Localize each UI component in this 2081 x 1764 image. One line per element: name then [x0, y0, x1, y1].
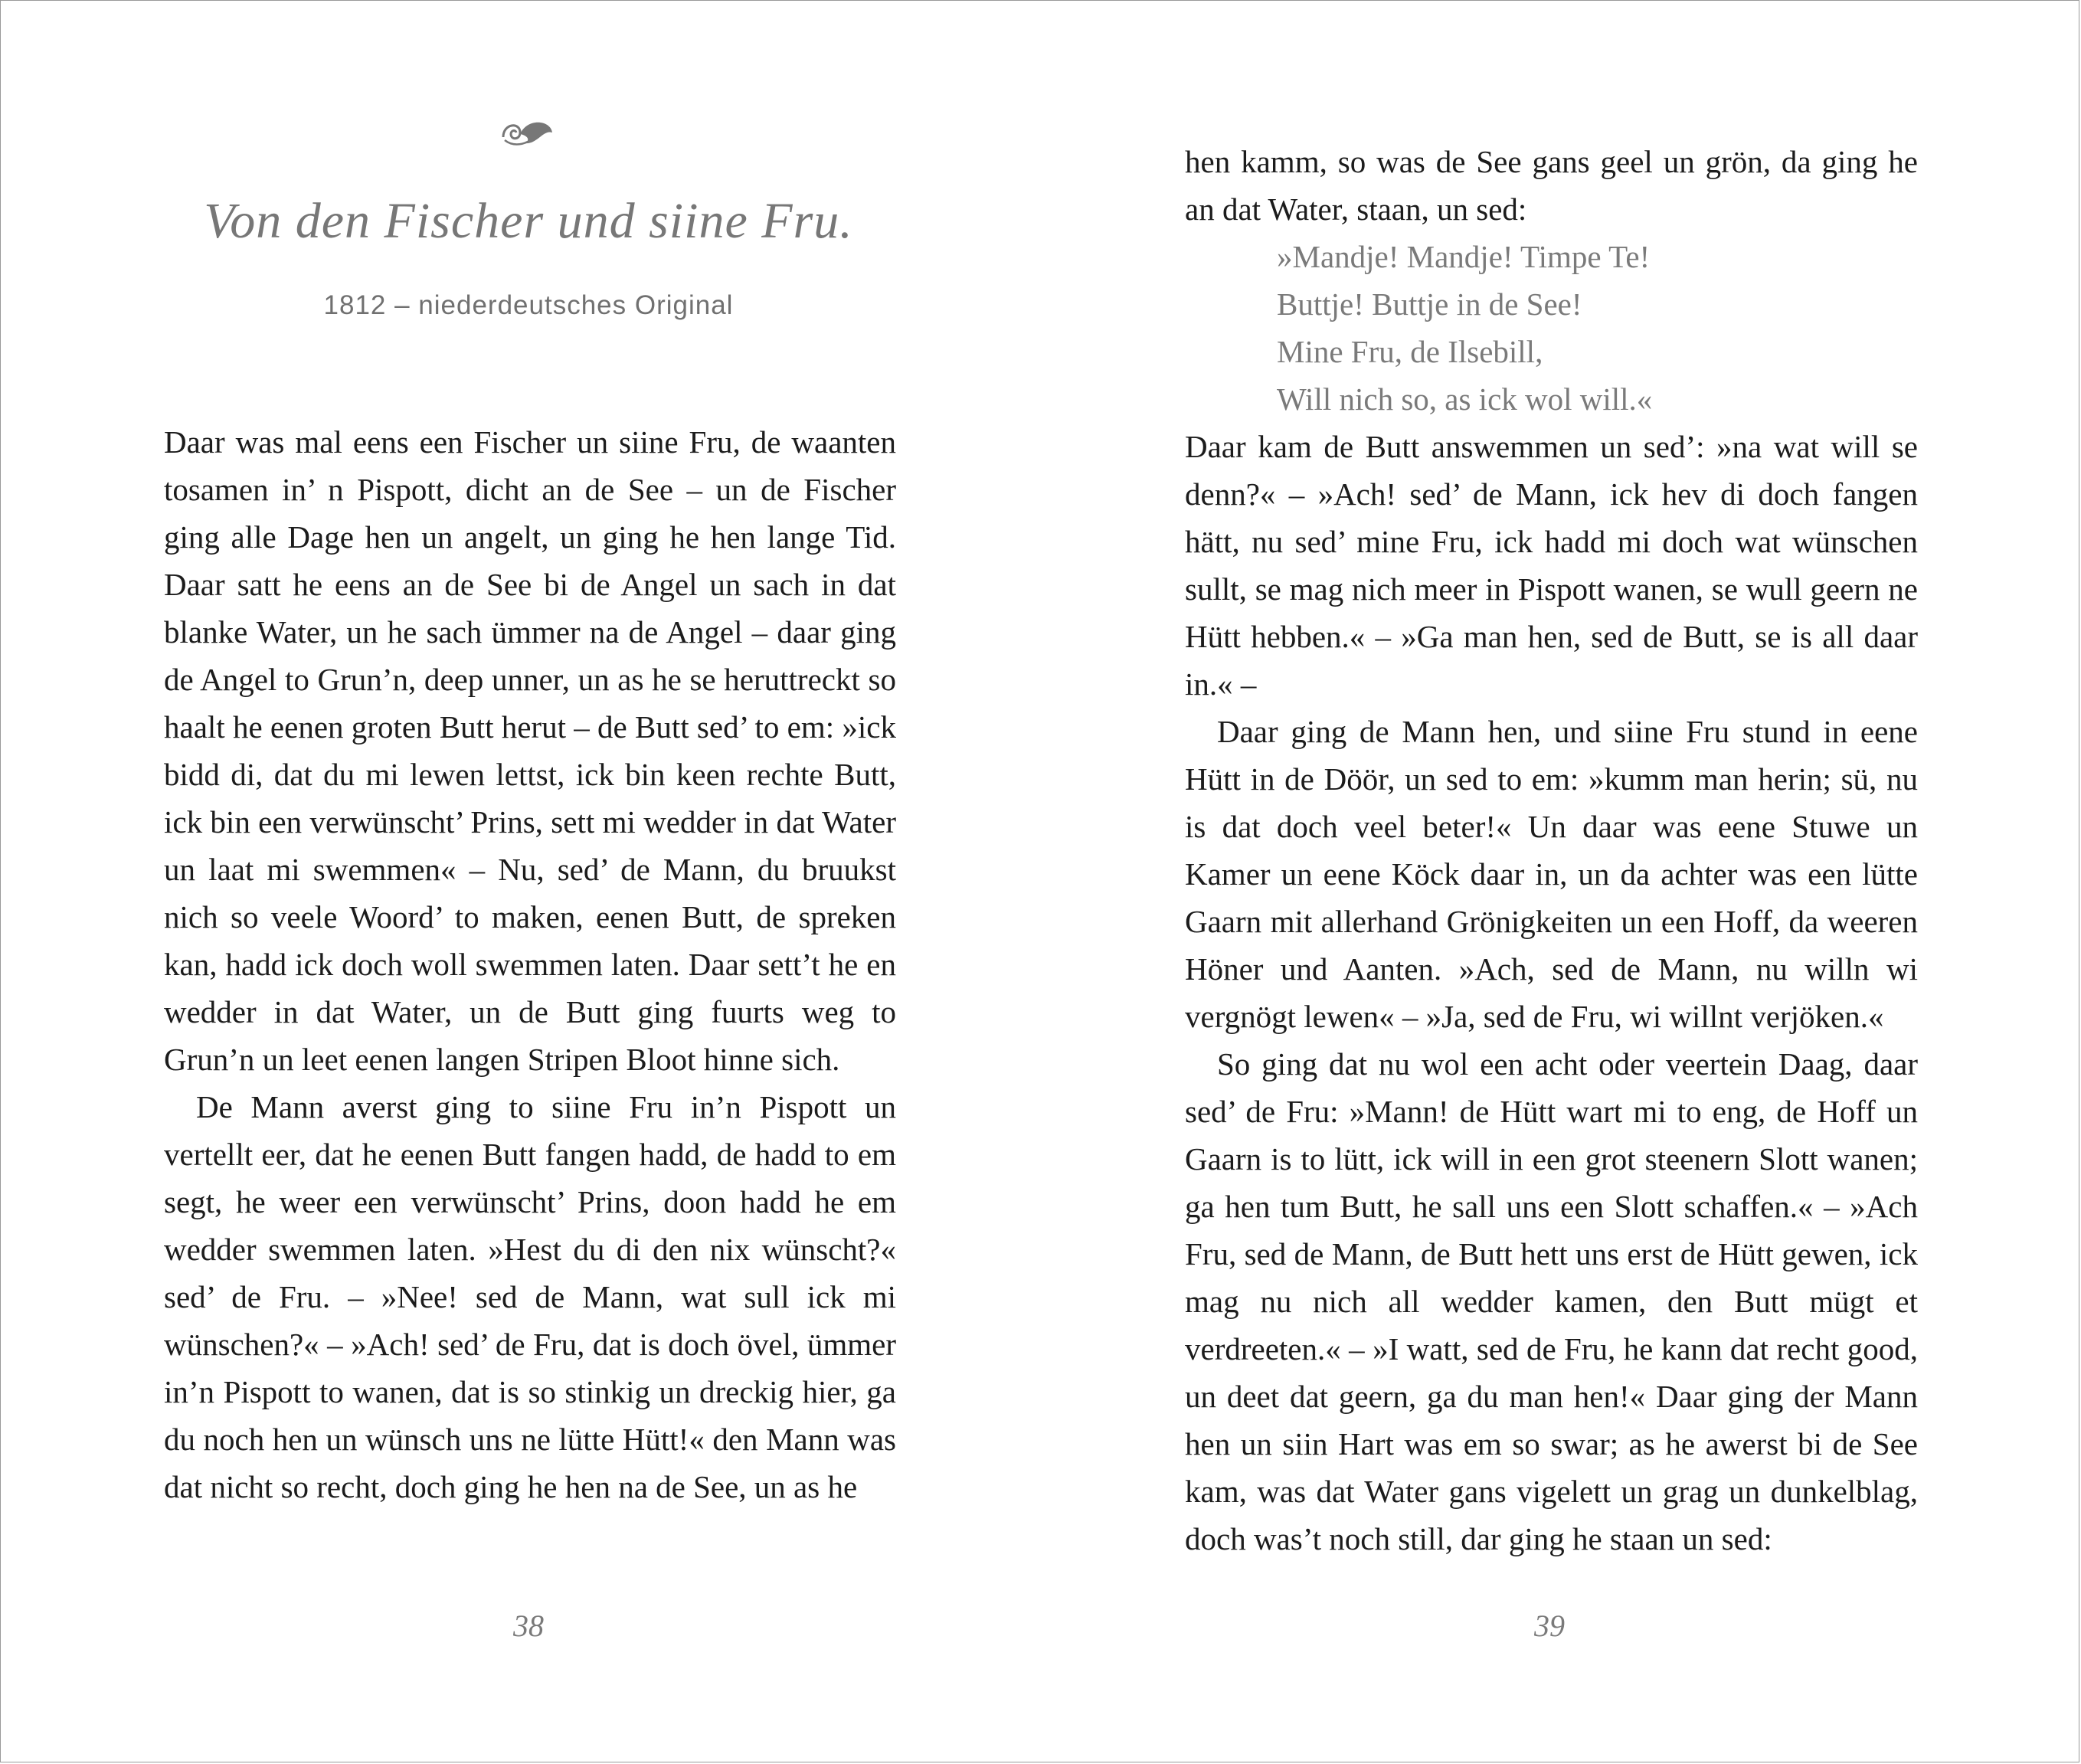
- page-number: 39: [1534, 1609, 1565, 1643]
- verse-line: Mine Fru, de Ilsebill,: [1277, 334, 1543, 369]
- left-page-body: [164, 418, 896, 1510]
- verse-block: [1185, 233, 1918, 423]
- body-paragraph: So ging dat nu wol een acht oder veertein Daag, daar sed’ de Fru: »Mann! de Hütt wart mi to eng, de Hoff un Gaarn is to lütt, ick will in een grot steenern Slott wanen; ga hen tum Butt, he sall uns een Slott schaffen.« – »Ach Fru, sed de Mann, de Butt hett uns erst de Hütt gewen, ick mag nu nich all wedder kamen, den Butt mügt et verdreeten.« – »I watt, sed de Fru, he kann dat recht good, un deet dat geern, ga du man hen!« Daar ging der Mann hen un siin Hart was em so swar; as he awerst bi de See kam, was dat Water gans vigelett un grag un dunkelblag, doch was’t noch still, dar ging he staan un sed:: [1185, 1046, 1918, 1556]
- body-paragraph: Daar kam de Butt answemmen un sed’: »na wat will se denn?« – »Ach! sed’ de Mann, ick hev di doch fangen hätt, nu sed’ mine Fru, ick hadd mi doch wat wünschen sullt, se mag nich meer in Pispott wanen, se wull geern ne Hütt hebben.« – »Ga man hen, sed de Butt, se is all daar in.« –: [1185, 429, 1918, 702]
- right-page: [1041, 1, 2080, 1762]
- body-paragraph: De Mann averst ging to siine Fru in’n Pispott un vertellt eer, dat he eenen Butt fangen hadd, de hadd to em segt, he weer een verwünscht’ Prins, doon hadd he em wedder swemmen laten. »Hest du di den nix wünscht?« sed’ de Fru. – »Nee! sed de Mann, wat sull ick mi wünschen?« – »Ach! sed’ de Fru, dat is doch övel, ümmer in’n Pispott to wanen, dat is so stinkig un dreckig hier, ga du noch hen un wünsch uns ne lütte Hütt!« den Mann was dat nicht so recht, doch ging he hen na de See, un as he: [164, 1089, 896, 1504]
- verse-line: Buttje! Buttje in de See!: [1277, 286, 1582, 322]
- verse-line: Will nich so, as ick wol will.«: [1277, 381, 1653, 417]
- story-title: Von den Fischer und siine Fru.: [204, 193, 853, 249]
- verse-line: »Mandje! Mandje! Timpe Te!: [1277, 239, 1651, 274]
- right-page-body: [1185, 138, 1918, 1563]
- page-number: 38: [513, 1609, 544, 1643]
- body-paragraph: hen kamm, so was de See gans geel un grön, da ging he an dat Water, staan, un sed:: [1185, 144, 1918, 227]
- fleuron-icon: [497, 106, 558, 152]
- left-page: [1, 1, 1041, 1762]
- story-subtitle: 1812 – niederdeutsches Original: [323, 290, 734, 320]
- body-paragraph: Daar was mal eens een Fischer un siine Fru, de waanten tosamen in’ n Pispott, dicht an de See – un de Fischer ging alle Dage hen un angelt, un ging he hen lange Tid. Daar satt he eens an de See bi de Angel un sach in dat blanke Water, un he sach ümmer na de Angel – daar ging de Angel to Grun’n, deep unner, un as he se heruttreckt so haalt he eenen groten Butt herut – de Butt sed’ to em: »ick bidd di, dat du mi lewen lettst, ick bin keen rechte Butt, ick bin een verwünscht’ Prins, sett mi wedder in dat Water un laat mi swemmen« – Nu, sed’ de Mann, du bruukst nich so veele Woord’ to maken, eenen Butt, de spreken kan, hadd ick doch woll swemmen laten. Daar sett’t he en wedder in dat Water, un de Butt ging fuurts weg to Grun’n un leet eenen langen Stripen Bloot hinne sich.: [164, 424, 896, 1077]
- body-paragraph: Daar ging de Mann hen, und siine Fru stund in eene Hütt in de Döör, un sed to em: »kumm man herin; sü, nu is dat doch veel beter!« Un daar was eene Stuwe un Kamer un eene Köck daar in, un da achter was een lütte Gaarn mit allerhand Grönigkeiten un een Hoff, da weeren Höner und Aanten. »Ach, sed de Mann, nu willn wi vergnögt lewen« – »Ja, sed de Fru, wi willnt verjöken.«: [1185, 714, 1918, 1034]
